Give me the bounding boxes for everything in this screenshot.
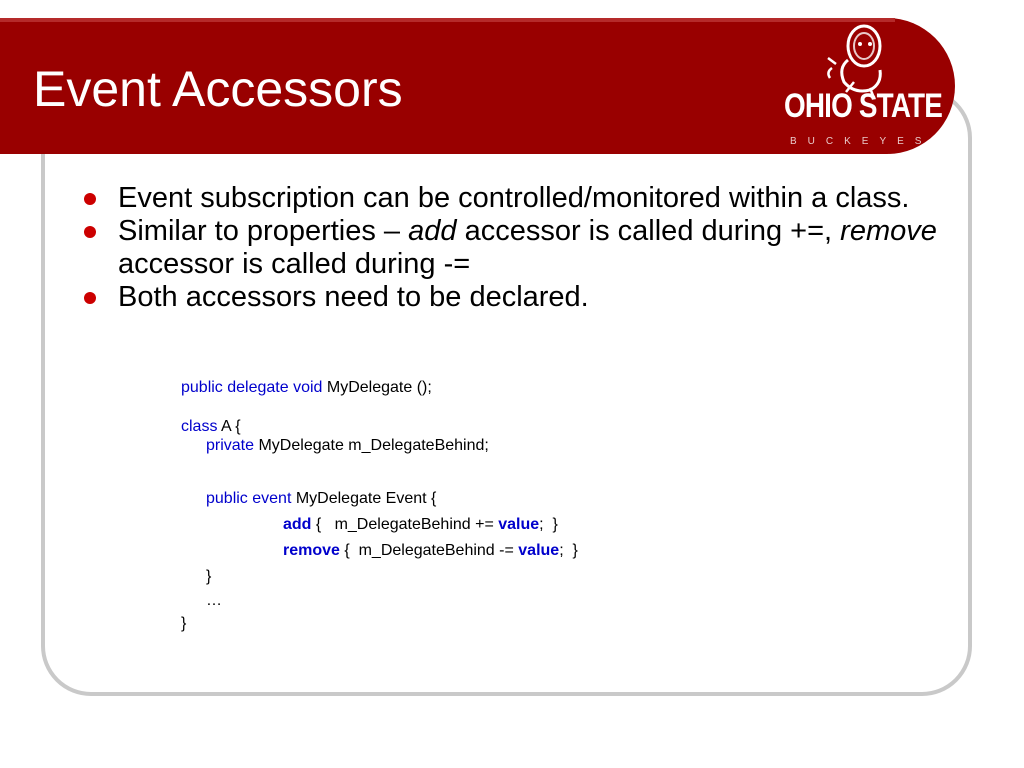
code-text: } [206,568,212,585]
bullet-text: Similar to properties – [118,215,409,247]
code-line-6 [283,541,578,561]
code-keyword: public delegate void [181,379,323,396]
bullet-emphasis: add [408,215,457,247]
code-text: MyDelegate (); [322,379,432,396]
code-keyword: value [518,542,560,559]
slide-title: Event Accessors [33,61,403,117]
bullet-text: accessor is called during -= [118,248,471,280]
code-text: MyDelegate Event { [291,490,437,507]
code-keyword: class [181,418,218,435]
code-text: } [181,615,187,632]
code-block [181,378,578,632]
logo-subtitle: BUCKEYES [790,136,933,147]
code-text: { m_DelegateBehind -= [339,542,519,559]
code-text: { m_DelegateBehind += [311,516,499,533]
code-line-5 [283,515,558,535]
logo-trademark: TM [934,142,945,149]
code-text: … [206,592,222,609]
code-text: MyDelegate m_DelegateBehind; [254,437,489,454]
code-line-7 [206,567,211,587]
bullet-dot-icon [84,226,96,238]
bullet-item [84,215,944,281]
code-keyword: add [283,516,312,533]
code-text: ; } [559,542,578,559]
code-line-8 [206,591,222,611]
title-bar-highlight [0,18,895,22]
code-line-2 [181,417,241,437]
code-keyword: remove [283,542,340,559]
bullet-text: Both accessors need to be declared. [118,281,589,313]
bullet-item [84,281,944,314]
code-line-9 [181,614,186,634]
bullet-list [84,182,944,314]
ohio-state-logo [784,20,944,150]
bullet-emphasis: remove [840,215,937,247]
code-keyword: value [498,516,540,533]
bullet-item [84,182,944,215]
code-line-3 [206,436,489,456]
bullet-text: Event subscription can be controlled/monitored within a class. [118,182,910,214]
bullet-dot-icon [84,292,96,304]
code-line-1 [181,378,432,398]
bullet-text: accessor is called during +=, [456,215,841,247]
logo-wordmark: OHIO STATE [784,87,943,125]
code-line-4 [206,489,436,509]
code-text: A { [217,418,241,435]
code-text: ; } [539,516,558,533]
code-keyword: public event [206,490,292,507]
bullet-dot-icon [84,193,96,205]
code-keyword: private [206,437,255,454]
